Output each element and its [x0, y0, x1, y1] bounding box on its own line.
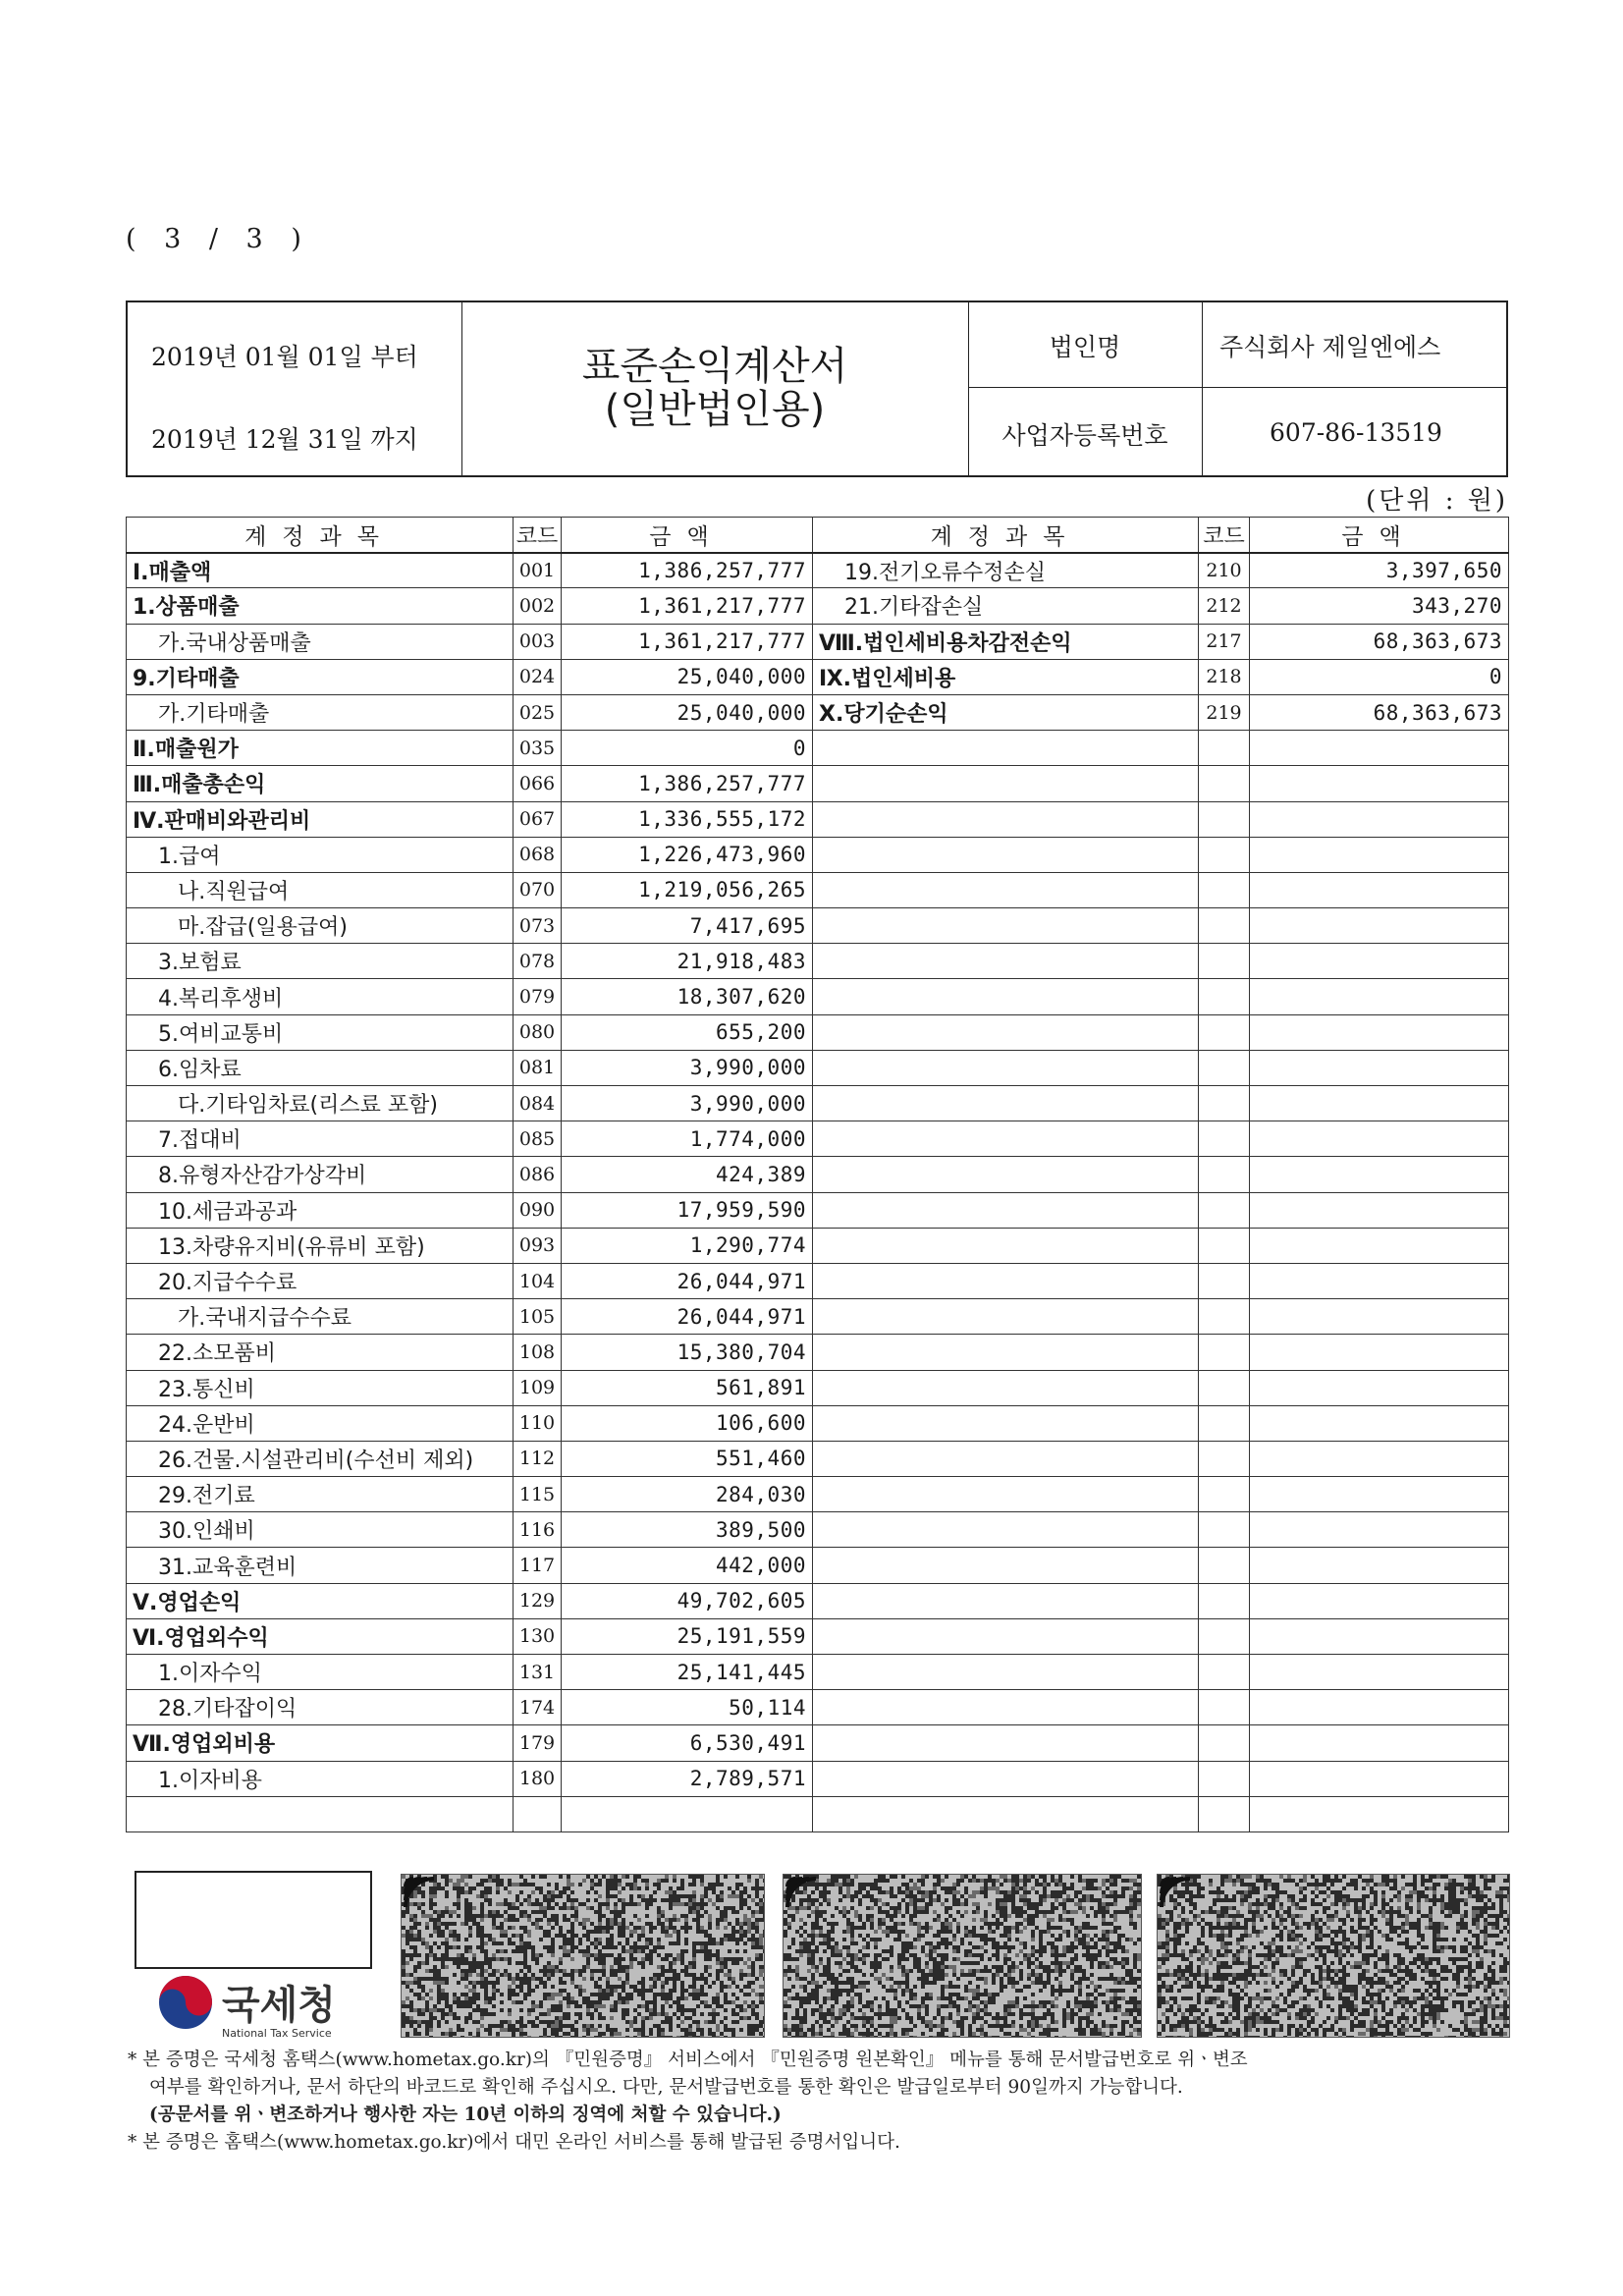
account-name-right [813, 1477, 1199, 1512]
table-header-row [127, 518, 1509, 553]
account-name-right [813, 837, 1199, 872]
table-row [127, 588, 1509, 624]
account-code-right: 210 [1199, 553, 1250, 588]
account-amount-left: 3,990,000 [562, 1050, 813, 1085]
account-amount-left: 551,460 [562, 1441, 813, 1476]
table-row [127, 731, 1509, 766]
account-amount-right [1250, 944, 1509, 979]
account-code-right [1199, 1335, 1250, 1370]
account-name-right [813, 944, 1199, 979]
account-code-right [1199, 837, 1250, 872]
account-amount-left: 6,530,491 [562, 1725, 813, 1761]
table-row [127, 908, 1509, 944]
account-code-left: 108 [514, 1335, 562, 1370]
account-name-right [813, 1618, 1199, 1654]
account-code-left: 067 [514, 801, 562, 837]
account-code-left: 117 [514, 1548, 562, 1583]
account-amount-left: 442,000 [562, 1548, 813, 1583]
account-amount-right: 68,363,673 [1250, 624, 1509, 659]
account-name-left: 26.건물.시설관리비(수선비 제외) [127, 1441, 514, 1476]
col-code-left: 코드 [514, 518, 562, 553]
account-name-right: Ⅸ.법인세비용 [813, 659, 1199, 694]
account-code-left: 080 [514, 1014, 562, 1050]
account-amount-left: 1,290,774 [562, 1228, 813, 1263]
account-amount-left: 26,044,971 [562, 1299, 813, 1335]
account-name-left: 8.유형자산감가상각비 [127, 1157, 514, 1192]
account-amount-left: 3,990,000 [562, 1086, 813, 1121]
account-amount-right: 343,270 [1250, 588, 1509, 624]
account-amount-right [1250, 1405, 1509, 1441]
table-row [127, 1725, 1509, 1761]
empty-cell [514, 1796, 562, 1831]
account-name-left: 1.급여 [127, 837, 514, 872]
account-name-right [813, 1441, 1199, 1476]
account-amount-left: 1,336,555,172 [562, 801, 813, 837]
account-name-left: 다.기타임차료(리스료 포함) [127, 1086, 514, 1121]
account-amount-right [1250, 1655, 1509, 1690]
account-amount-right: 0 [1250, 659, 1509, 694]
account-name-left: 1.이자비용 [127, 1761, 514, 1796]
account-name-left: 9.기타매출 [127, 659, 514, 694]
account-amount-right [1250, 1157, 1509, 1192]
account-code-right [1199, 1725, 1250, 1761]
col-account-left: 계정과목 [127, 518, 514, 553]
account-amount-left: 2,789,571 [562, 1761, 813, 1796]
account-code-left: 179 [514, 1725, 562, 1761]
2d-barcode [783, 1874, 1142, 2038]
title-line1: 표준손익계산서 [581, 344, 848, 389]
account-code-right [1199, 1121, 1250, 1157]
notice-text [128, 2047, 1522, 2157]
table-row [127, 1512, 1509, 1548]
account-code-right: 219 [1199, 694, 1250, 730]
account-name-right [813, 1405, 1199, 1441]
account-amount-left: 21,918,483 [562, 944, 813, 979]
biz-no-label: 사업자등록번호 [1001, 421, 1168, 450]
account-code-right [1199, 1583, 1250, 1618]
account-code-right [1199, 1761, 1250, 1796]
table-row [127, 766, 1509, 801]
account-code-right [1199, 1512, 1250, 1548]
account-amount-right [1250, 1583, 1509, 1618]
account-name-left: 24.운반비 [127, 1405, 514, 1441]
account-name-right [813, 1121, 1199, 1157]
account-name-right [813, 1086, 1199, 1121]
account-code-left: 174 [514, 1690, 562, 1725]
account-name-right [813, 1050, 1199, 1085]
account-code-right [1199, 766, 1250, 801]
header-box [126, 301, 1508, 477]
account-name-right [813, 1335, 1199, 1370]
taegeuk-icon [157, 1974, 214, 2031]
account-amount-right [1250, 837, 1509, 872]
table-row [127, 694, 1509, 730]
account-amount-right [1250, 979, 1509, 1014]
table-row [127, 1192, 1509, 1228]
account-amount-right [1250, 1441, 1509, 1476]
account-amount-left: 0 [562, 731, 813, 766]
period-from: 2019년 01월 01일 부터 [151, 343, 418, 371]
col-code-right: 코드 [1199, 518, 1250, 553]
account-amount-right [1250, 1477, 1509, 1512]
account-code-left: 035 [514, 731, 562, 766]
account-name-right [813, 908, 1199, 944]
account-amount-left: 50,114 [562, 1690, 813, 1725]
account-code-right [1199, 979, 1250, 1014]
table-row [127, 1263, 1509, 1298]
table-row [127, 659, 1509, 694]
account-name-left: 23.통신비 [127, 1370, 514, 1405]
account-amount-left: 49,702,605 [562, 1583, 813, 1618]
account-code-left: 090 [514, 1192, 562, 1228]
account-name-left: Ⅶ.영업외비용 [127, 1725, 514, 1761]
account-name-left: 13.차량유지비(유류비 포함) [127, 1228, 514, 1263]
2d-barcode [1157, 1874, 1510, 2038]
income-statement-table [126, 517, 1508, 1832]
empty-cell [813, 1796, 1199, 1831]
account-amount-left: 18,307,620 [562, 979, 813, 1014]
account-code-left: 115 [514, 1477, 562, 1512]
account-code-left: 070 [514, 872, 562, 907]
account-name-left: Ⅲ.매출총손익 [127, 766, 514, 801]
account-code-right [1199, 908, 1250, 944]
account-amount-right [1250, 1192, 1509, 1228]
account-amount-left: 1,386,257,777 [562, 553, 813, 588]
table-row [127, 1228, 1509, 1263]
account-name-right [813, 731, 1199, 766]
account-code-left: 025 [514, 694, 562, 730]
account-code-left: 105 [514, 1299, 562, 1335]
account-code-right [1199, 1263, 1250, 1298]
account-amount-right [1250, 1370, 1509, 1405]
account-code-left: 180 [514, 1761, 562, 1796]
table-row [127, 801, 1509, 837]
account-code-left: 112 [514, 1441, 562, 1476]
account-name-right [813, 1157, 1199, 1192]
account-name-left: 가.국내지급수수료 [127, 1299, 514, 1335]
account-amount-right [1250, 1014, 1509, 1050]
account-code-left: 131 [514, 1655, 562, 1690]
account-code-left: 110 [514, 1405, 562, 1441]
account-name-left: 4.복리후생비 [127, 979, 514, 1014]
account-code-left: 129 [514, 1583, 562, 1618]
account-amount-left: 25,191,559 [562, 1618, 813, 1654]
account-name-left: 5.여비교통비 [127, 1014, 514, 1050]
account-amount-right [1250, 1086, 1509, 1121]
account-name-right: Ⅹ.당기순손익 [813, 694, 1199, 730]
account-code-right [1199, 1655, 1250, 1690]
period-to: 2019년 12월 31일 까지 [151, 425, 418, 454]
account-code-left: 085 [514, 1121, 562, 1157]
account-name-right [813, 1761, 1199, 1796]
table-row [127, 1761, 1509, 1796]
issuer-stamp-box [135, 1871, 372, 1969]
account-code-left: 109 [514, 1370, 562, 1405]
account-code-left: 116 [514, 1512, 562, 1548]
table-row [127, 1405, 1509, 1441]
account-name-right [813, 1512, 1199, 1548]
account-name-right [813, 1725, 1199, 1761]
account-name-left: 가.국내상품매출 [127, 624, 514, 659]
account-amount-right [1250, 1121, 1509, 1157]
account-name-right [813, 1370, 1199, 1405]
table-row [127, 1690, 1509, 1725]
account-code-right [1199, 1086, 1250, 1121]
logo-text: 국세청 [222, 1983, 336, 2028]
account-name-left: 1.상품매출 [127, 588, 514, 624]
notice-line: * 본 증명은 국세청 홈택스(www.hometax.go.kr)의 『민원증명』 서비스에서 『민원증명 원본확인』 메뉴를 통해 문서발급번호로 위ㆍ변조 [128, 2050, 1248, 2070]
table-row [127, 1548, 1509, 1583]
account-amount-right [1250, 908, 1509, 944]
account-amount-right [1250, 1299, 1509, 1335]
account-name-left: 가.기타매출 [127, 694, 514, 730]
account-amount-left: 1,361,217,777 [562, 624, 813, 659]
account-code-right [1199, 1157, 1250, 1192]
account-amount-left: 561,891 [562, 1370, 813, 1405]
account-amount-left: 25,040,000 [562, 694, 813, 730]
account-amount-right [1250, 1725, 1509, 1761]
account-amount-left: 424,389 [562, 1157, 813, 1192]
account-amount-right [1250, 801, 1509, 837]
logo-subtext: National Tax Service [222, 2027, 332, 2040]
account-code-left: 066 [514, 766, 562, 801]
account-name-left: 7.접대비 [127, 1121, 514, 1157]
account-name-right [813, 1299, 1199, 1335]
account-amount-right [1250, 731, 1509, 766]
account-name-left: 6.임차료 [127, 1050, 514, 1085]
table-row [127, 624, 1509, 659]
account-name-left: 20.지급수수료 [127, 1263, 514, 1298]
account-code-right [1199, 731, 1250, 766]
account-name-right [813, 1263, 1199, 1298]
account-code-left: 130 [514, 1618, 562, 1654]
account-amount-left: 1,361,217,777 [562, 588, 813, 624]
account-code-left: 001 [514, 553, 562, 588]
account-code-right [1199, 1228, 1250, 1263]
account-name-right [813, 1548, 1199, 1583]
account-code-right [1199, 1405, 1250, 1441]
title-line2: (일반법인용) [604, 387, 826, 432]
account-name-right [813, 872, 1199, 907]
account-code-right [1199, 1477, 1250, 1512]
account-code-left: 084 [514, 1086, 562, 1121]
account-amount-left: 7,417,695 [562, 908, 813, 944]
account-amount-left: 1,386,257,777 [562, 766, 813, 801]
account-name-right [813, 1014, 1199, 1050]
account-name-right [813, 801, 1199, 837]
account-name-right [813, 1655, 1199, 1690]
account-code-right [1199, 1548, 1250, 1583]
account-amount-right: 68,363,673 [1250, 694, 1509, 730]
account-code-left: 086 [514, 1157, 562, 1192]
account-amount-right: 3,397,650 [1250, 553, 1509, 588]
account-code-left: 068 [514, 837, 562, 872]
account-amount-right [1250, 1228, 1509, 1263]
table-row [127, 979, 1509, 1014]
account-code-left: 081 [514, 1050, 562, 1085]
account-name-left: 나.직원급여 [127, 872, 514, 907]
account-code-right [1199, 1050, 1250, 1085]
account-code-right [1199, 944, 1250, 979]
account-code-left: 073 [514, 908, 562, 944]
account-name-left: 30.인쇄비 [127, 1512, 514, 1548]
account-code-left: 024 [514, 659, 562, 694]
account-amount-right [1250, 1263, 1509, 1298]
account-code-right: 212 [1199, 588, 1250, 624]
notice-warning: (공문서를 위ㆍ변조하거나 행사한 자는 10년 이하의 징역에 처할 수 있습니다.) [149, 2105, 782, 2125]
account-amount-left: 284,030 [562, 1477, 813, 1512]
account-amount-right [1250, 1618, 1509, 1654]
nts-logo [157, 1974, 336, 2040]
account-name-right: Ⅷ.법인세비용차감전손익 [813, 624, 1199, 659]
account-code-right [1199, 1299, 1250, 1335]
table-row [127, 1370, 1509, 1405]
account-name-right: 21.기타잡손실 [813, 588, 1199, 624]
account-name-left: Ⅴ.영업손익 [127, 1583, 514, 1618]
account-code-right [1199, 1690, 1250, 1725]
account-name-right [813, 1192, 1199, 1228]
account-code-left: 079 [514, 979, 562, 1014]
account-code-left: 002 [514, 588, 562, 624]
table-row [127, 1335, 1509, 1370]
corp-name: 주식회사 제일엔에스 [1219, 333, 1441, 361]
account-code-right [1199, 872, 1250, 907]
2d-barcode [401, 1874, 765, 2038]
account-name-left: 29.전기료 [127, 1477, 514, 1512]
table-row [127, 1157, 1509, 1192]
account-amount-left: 25,040,000 [562, 659, 813, 694]
account-amount-left: 106,600 [562, 1405, 813, 1441]
account-code-left: 093 [514, 1228, 562, 1263]
account-name-left: Ⅵ.영업외수익 [127, 1618, 514, 1654]
divider [1202, 302, 1203, 475]
table-row [127, 872, 1509, 907]
table-row [127, 1121, 1509, 1157]
account-code-left: 078 [514, 944, 562, 979]
account-amount-right [1250, 1512, 1509, 1548]
account-amount-right [1250, 872, 1509, 907]
empty-cell [127, 1796, 514, 1831]
table-row [127, 944, 1509, 979]
account-name-right [813, 1228, 1199, 1263]
table-row [127, 1477, 1509, 1512]
corp-name-label: 법인명 [1049, 333, 1121, 361]
account-name-left: 1.이자수익 [127, 1655, 514, 1690]
table-row [127, 1050, 1509, 1085]
account-amount-left: 25,141,445 [562, 1655, 813, 1690]
empty-cell [562, 1796, 813, 1831]
account-name-left: 28.기타잡이익 [127, 1690, 514, 1725]
empty-cell [1250, 1796, 1509, 1831]
biz-no: 607-86-13519 [1270, 418, 1442, 447]
page-number: ( 3 / 3 ) [126, 224, 311, 254]
account-amount-right [1250, 1690, 1509, 1725]
account-code-right [1199, 1192, 1250, 1228]
account-amount-left: 655,200 [562, 1014, 813, 1050]
table-row [127, 1014, 1509, 1050]
account-amount-left: 1,226,473,960 [562, 837, 813, 872]
account-name-left: Ⅱ.매출원가 [127, 731, 514, 766]
account-amount-right [1250, 1335, 1509, 1370]
account-code-right [1199, 801, 1250, 837]
account-amount-right [1250, 1050, 1509, 1085]
table-row [127, 837, 1509, 872]
account-name-left: Ⅰ.매출액 [127, 553, 514, 588]
table-row [127, 1655, 1509, 1690]
table-row [127, 553, 1509, 588]
col-amount-right: 금액 [1250, 518, 1509, 553]
account-name-right [813, 1583, 1199, 1618]
account-code-right [1199, 1370, 1250, 1405]
account-amount-left: 26,044,971 [562, 1263, 813, 1298]
account-code-right [1199, 1618, 1250, 1654]
account-name-left: 10.세금과공과 [127, 1192, 514, 1228]
empty-cell [1199, 1796, 1250, 1831]
notice-line: * 본 증명은 홈택스(www.hometax.go.kr)에서 대민 온라인 서비스를 통해 발급된 증명서입니다. [128, 2132, 900, 2153]
table-row-empty [127, 1796, 1509, 1831]
notice-line: 여부를 확인하거나, 문서 하단의 바코드로 확인해 주십시오. 다만, 문서발급번호를 통한 확인은 발급일로부터 90일까지 가능합니다. [149, 2077, 1183, 2098]
account-amount-right [1250, 766, 1509, 801]
account-code-right: 218 [1199, 659, 1250, 694]
account-amount-left: 15,380,704 [562, 1335, 813, 1370]
account-amount-left: 1,774,000 [562, 1121, 813, 1157]
table-row [127, 1618, 1509, 1654]
account-name-left: Ⅳ.판매비와관리비 [127, 801, 514, 837]
account-amount-right [1250, 1548, 1509, 1583]
col-amount-left: 금액 [562, 518, 813, 553]
account-code-right [1199, 1441, 1250, 1476]
unit-label: (단위 : 원) [1366, 486, 1508, 516]
account-name-right [813, 766, 1199, 801]
account-code-left: 104 [514, 1263, 562, 1298]
account-name-right: 19.전기오류수정손실 [813, 553, 1199, 588]
account-name-left: 3.보험료 [127, 944, 514, 979]
divider [968, 387, 1506, 388]
account-amount-left: 17,959,590 [562, 1192, 813, 1228]
account-name-left: 마.잡급(일용급여) [127, 908, 514, 944]
account-code-left: 003 [514, 624, 562, 659]
table-row [127, 1299, 1509, 1335]
col-account-right: 계정과목 [813, 518, 1199, 553]
account-code-right [1199, 1014, 1250, 1050]
account-code-right: 217 [1199, 624, 1250, 659]
account-name-left: 31.교육훈련비 [127, 1548, 514, 1583]
table-row [127, 1086, 1509, 1121]
account-amount-left: 389,500 [562, 1512, 813, 1548]
account-amount-right [1250, 1761, 1509, 1796]
account-amount-left: 1,219,056,265 [562, 872, 813, 907]
document-title [461, 345, 968, 431]
table-row [127, 1583, 1509, 1618]
account-name-right [813, 979, 1199, 1014]
account-name-left: 22.소모품비 [127, 1335, 514, 1370]
account-name-right [813, 1690, 1199, 1725]
table-row [127, 1441, 1509, 1476]
